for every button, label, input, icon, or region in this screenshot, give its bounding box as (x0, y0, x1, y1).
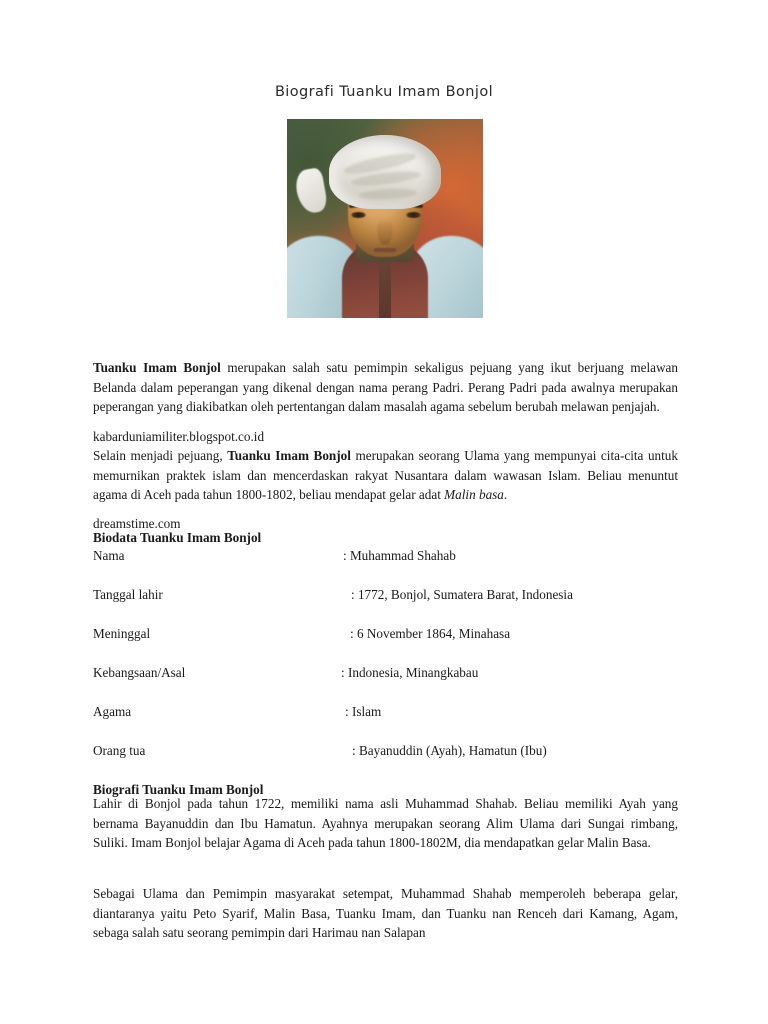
biodata-label: Meninggal (93, 626, 151, 641)
turban-tail (293, 167, 328, 215)
second-pre: Selain menjadi pejuang, (93, 448, 228, 463)
biodata-label: Agama (93, 704, 132, 719)
second-post: . (503, 487, 508, 502)
nose (378, 219, 393, 245)
portrait-canvas (287, 119, 483, 318)
biografi-heading: Biografi Tuanku Imam Bonjol (93, 782, 264, 797)
biodata-row (93, 546, 678, 585)
second-mid: merupakan seorang Ulama yang mempunyai cita-cita untuk memurnikan praktek islam dan mencerdaskan rakyat Nusantara dalam wawasan Islam. Beliau menuntut agama di Aceh pada tahun 1800-1802, beliau mendapat gelar adat (93, 448, 678, 502)
biodata-label: Orang tua (93, 743, 146, 758)
source-credit-1: kabarduniamiliter.blogspot.co.id (93, 429, 265, 444)
second-bold: Tuanku Imam Bonjol (227, 448, 351, 463)
biodata-value: : Muhammad Shahab (343, 548, 456, 563)
eye-left (351, 212, 366, 218)
biodata-value: : Indonesia, Minangkabau (341, 665, 479, 680)
biodata-value: : Islam (345, 704, 382, 719)
eye-right (406, 212, 421, 218)
biodata-heading: Biodata Tuanku Imam Bonjol (93, 530, 262, 545)
intro-paragraph (93, 358, 678, 417)
source-credit-2: dreamstime.com (93, 516, 181, 531)
biodata-row (93, 741, 678, 780)
biodata-row (93, 624, 678, 663)
turban-fold (359, 187, 417, 200)
biodata-label: Tanggal lahir (93, 587, 163, 602)
biodata-value: : Bayanuddin (Ayah), Hamatun (Ibu) (352, 743, 547, 758)
biodata-label: Kebangsaan/Asal (93, 665, 186, 680)
biodata-list (93, 546, 678, 780)
second-paragraph (93, 446, 678, 505)
mouth (374, 248, 396, 252)
biodata-value: : 1772, Bonjol, Sumatera Barat, Indonesia (351, 587, 573, 602)
biodata-row (93, 702, 678, 741)
biodata-value: : 6 November 1864, Minahasa (350, 626, 511, 641)
second-italic-title: Malin basa (444, 487, 504, 502)
biografi-paragraph-1: Lahir di Bonjol pada tahun 1722, memiliki nama asli Muhammad Shahab. Beliau memiliki Ayah yang bernama Bayanuddin dan Ibu Hamatun. Ayahnya merupakan seorang Alim Ulama dari Sungai rimbang, Suliki. Imam Bonjol belajar Agama di Aceh pada tahun 1800-1802M, dia mendapatkan gelar Malin Basa. (93, 796, 678, 850)
intro-lead-bold: Tuanku Imam Bonjol (93, 360, 221, 375)
turban (329, 135, 441, 209)
biodata-label: Nama (93, 548, 125, 563)
intro-rest: merupakan salah satu pemimpin sekaligus pejuang yang ikut berjuang melawan Belanda dalam peperangan yang dikenal dengan nama perang Padri. Perang Padri pada awalnya merupakan peperangan yang diakibatkan oleh pertentangan dalam masalah agama sebelum berubah melawan penjajah. (93, 360, 678, 414)
biodata-row (93, 585, 678, 624)
biodata-row (93, 663, 678, 702)
page-title: Biografi Tuanku Imam Bonjol (274, 84, 494, 100)
portrait-image (287, 119, 483, 318)
biografi-paragraph-2: Sebagai Ulama dan Pemimpin masyarakat setempat, Muhammad Shahab memperoleh beberapa gelar, diantaranya yaitu Peto Syarif, Malin Basa, Tuanku Imam, dan Tuanku nan Renceh dari Kamang, Agam, sebaga salah satu seorang pemimpin dari Harimau nan Salapan (93, 886, 678, 940)
